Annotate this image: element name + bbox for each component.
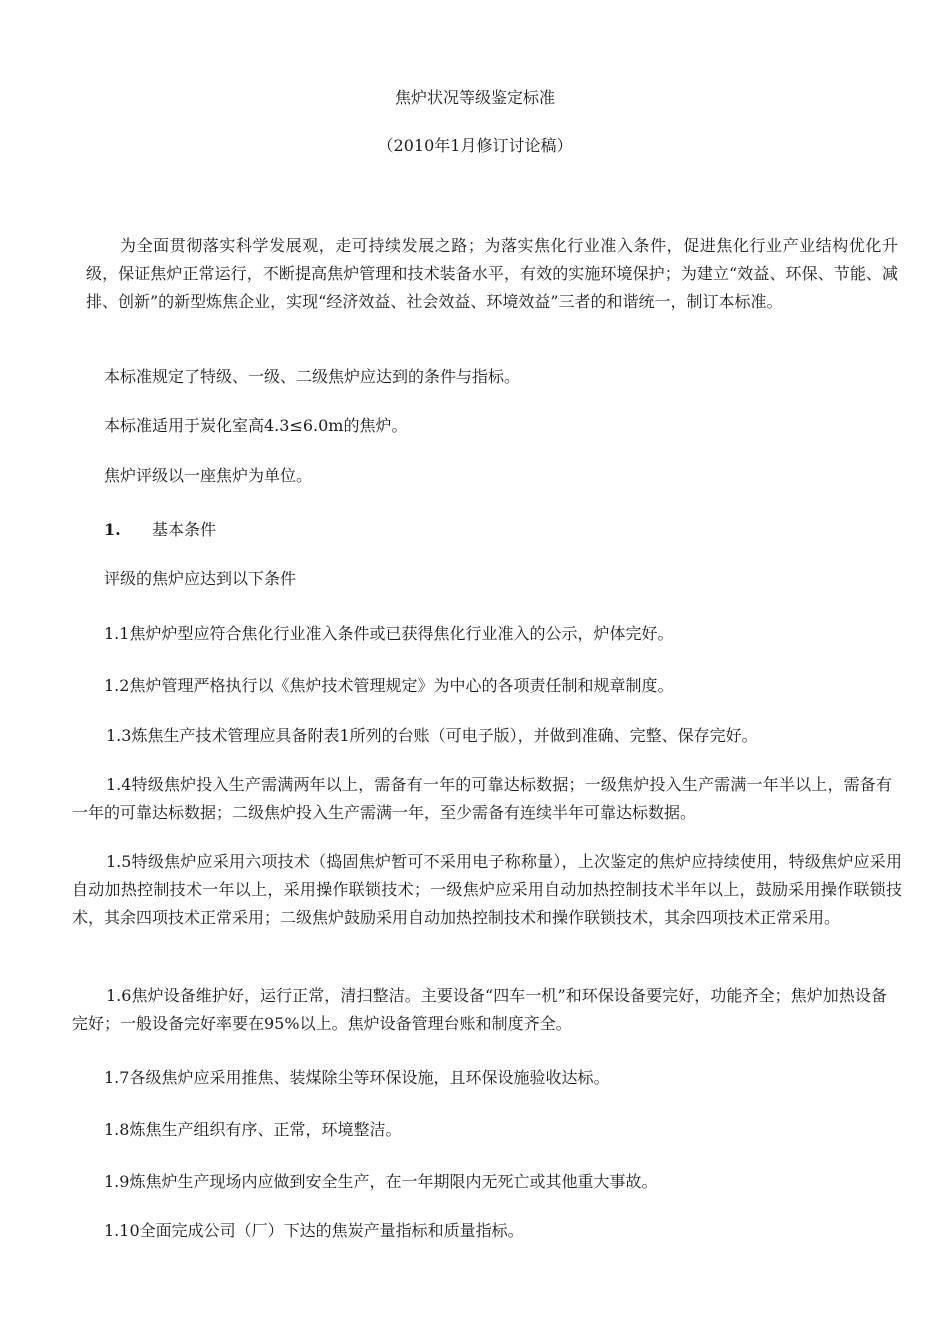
clause-1-8: 1.8炼焦生产组织有序、正常，环境整洁。 [104,1120,402,1139]
clause-1-3: 1.3炼焦生产技术管理应具备附表1所列的台账（可电子版），并做到准确、完整、保存完好。 [106,726,758,745]
clause-1-6: 1.6焦炉设备维护好，运行正常，清扫整洁。主要设备“四车一机”和环保设备要完好，功能齐全；焦炉加热设备完好；一般设备完好率要在95%以上。焦炉设备管理台账和制度齐全。 [72,986,887,1033]
scope-paragraph-1: 本标准规定了特级、一级、二级焦炉应达到的条件与指标。 [104,367,521,386]
scope-paragraph-3: 焦炉评级以一座焦炉为单位。 [104,466,313,485]
document-subtitle: （2010年1月修订讨论稿） [377,136,573,155]
clause-1-5: 1.5特级焦炉应采用六项技术（捣固焦炉暂可不采用电子称称量），上次鉴定的焦炉应持续使用，特级焦炉应采用自动加热控制技术一年以上，采用操作联锁技术；一级焦炉应采用自动加热控制技术半年以上，鼓励采用操作联锁技术，其余四项技术正常采用；二级焦炉鼓励采用自动加热控制技术和操作联锁技术，其余四项技术正常采用。 [72,852,902,927]
clause-1-9: 1.9炼焦炉生产现场内应做到安全生产，在一年期限内无死亡或其他重大事故。 [104,1172,658,1191]
clause-1-2: 1.2焦炉管理严格执行以《焦炉技术管理规定》为中心的各项责任制和规章制度。 [104,676,674,695]
section-intro: 评级的焦炉应达到以下条件 [104,569,297,588]
document-title: 焦炉状况等级鉴定标准 [394,88,555,107]
clause-1-1: 1.1焦炉炉型应符合焦化行业准入条件或已获得焦化行业准入的公示，炉体完好。 [104,624,674,643]
clause-1-7: 1.7各级焦炉应采用推焦、装煤除尘等环保设施，且环保设施验收达标。 [104,1068,610,1087]
scope-paragraph-2: 本标准适用于炭化室高4.3≤6.0m的焦炉。 [104,416,408,435]
intro-paragraph: 为全面贯彻落实科学发展观，走可持续发展之路；为落实焦化行业准入条件，促进焦化行业产业结构优化升级，保证焦炉正常运行，不断提高焦炉管理和技术装备水平，有效的实施环境保护；为建立“效益、环保、节能、减排、创新”的新型炼焦企业，实现“经济效益、社会效益、环境效益”三者的和谐统一，制订本标准。 [86,236,898,311]
clause-1-4: 1.4特级焦炉投入生产需满两年以上，需备有一年的可靠达标数据；一级焦炉投入生产需满一年半以上，需备有一年的可靠达标数据；二级焦炉投入生产需满一年，至少需备有连续半年可靠达标数据。 [72,775,892,822]
section-heading [104,516,216,544]
section-number: 1. [104,520,121,539]
clause-1-10: 1.10全面完成公司（厂）下达的焦炭产量指标和质量指标。 [104,1221,524,1240]
section-title: 基本条件 [152,520,217,539]
